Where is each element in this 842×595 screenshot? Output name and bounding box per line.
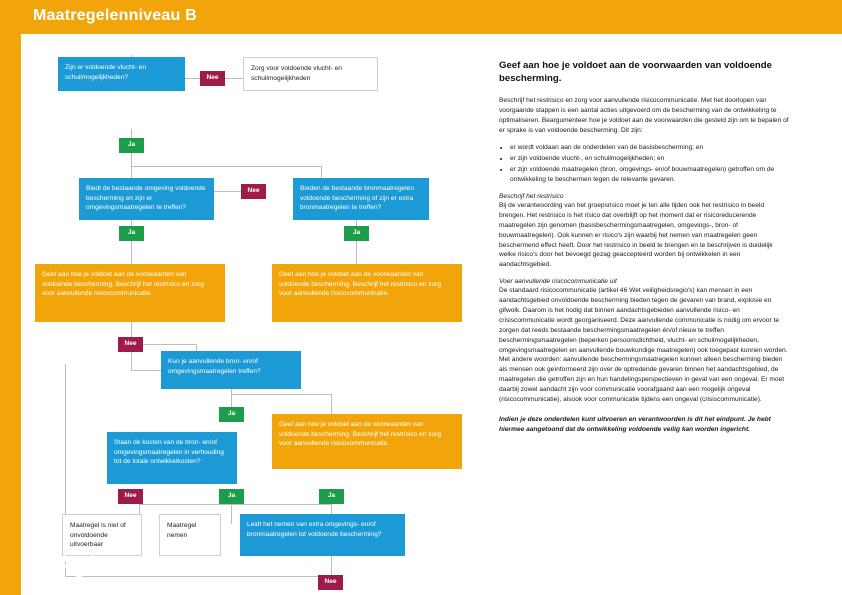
connector [65, 576, 331, 577]
connector [139, 344, 196, 345]
node-leidt-tot-voldoende-bescherming[interactable] [240, 514, 405, 556]
panel-heading: Geef aan hoe je voldoet aan de voorwaarden van voldoende bescherming. [499, 60, 772, 84]
list-item: • er zijn voldoende maatregelen (bron, omgevings- en/of bouwmaatregelen) getroffen om de ontwikkeling te beschermen tegen de relevante gevaren. [510, 165, 790, 185]
panel-intro: Beschrijf het restrisico en zorg voor aanvullende risicocommunicatie. Met het doorlopen van voorgaande stappen is een aantal acties uitgevoerd om de bescherming van de ontwikkeling te optimaliseren. Beargumenteer hoe je voldoet aan de voorwaarden die gesteld zijn om te bepalen of er sprake is van voldoende bescherming. Dit zijn: [499, 96, 789, 134]
edge-label-nee-3: Nee [118, 337, 143, 352]
header-bar [0, 0, 842, 34]
connector [331, 554, 332, 576]
node-label: Geef aan hoe je voldoet aan de voorwaarden van voldoende bescherming. Beschrijf het restrisico en zorg voor aanvullende risicocommunicatie. [279, 421, 441, 448]
edge-label-ja-5: Ja [219, 489, 244, 504]
node-label: Leidt het nemen van extra omgevings- en/of bronmaatregelen tot voldoende bescherming? [247, 521, 382, 538]
info-panel [477, 46, 808, 555]
node-bestaande-bronmaatregelen[interactable] [293, 178, 429, 220]
connector [231, 504, 331, 505]
connector [321, 166, 322, 178]
left-rail [0, 34, 21, 595]
node-vlucht-schuilmogelijkheden[interactable] [58, 57, 185, 91]
node-kosten-verhouding[interactable] [107, 432, 237, 484]
node-label: Maatregel is niet of onvoldoende uitvoerbaar [70, 522, 126, 549]
node-outcome-1[interactable] [35, 264, 225, 322]
edge-label-nee-4: Nee [118, 489, 143, 504]
connector [131, 166, 132, 178]
panel-section2-body: De standaard risicocommunicatie (artikel 46 Wet veiligheidsregio's) kan mensen in een aandachtsgebied onvoldoende bescherming bieden tegen de gevaren van brand, explosie en gifwolk. Daarom is het nodig dat binnen aandachtsgebieden aanvullende risico- en crisiscommunicatie wordt georganiseerd. Deze aanvullende communicatie is nodig om ervoor te zorgen dat reeds bestaande beschermingsmaatregelen én/of nieuw te treffen beschermingsmaatregelen (beperken persoonsdichtheid, vlucht- en schuilmogelijkheden, omgevingsmaatregelen en aanvullende bouwkundige maatregelen) ook toegepast kunnen worden. Met andere woorden: aanvullende beschermingsmaatregelen kunnen alleen bescherming bieden als mensen ook geïnformeerd zijn over de optredende gevaren binnen het aandachtsgebied, de maatregelen die getroffen zijn en hun handelingsperspectieven in geval van een ongeval. Er moet daarbij zowel aandacht zijn voor communicatie voorafgaand aan een mogelijk ongeval (risicocommunicatie), alsook voor communicatie tijdens een ongeval (crisiscommunicatie). [499, 287, 788, 404]
edge-label-nee-5: Nee [318, 575, 343, 590]
connector [139, 504, 231, 505]
connector [131, 166, 321, 167]
node-outcome-2[interactable] [272, 264, 462, 322]
node-label: Maatregel nemen [167, 522, 197, 539]
node-label: Geef aan hoe je voldoet aan de voorwaarden van voldoende bescherming. Beschrijf het restrisico en zorg voor aanvullende risicocommunicatie. [42, 271, 204, 298]
panel-section2-title: Voer aanvullende risicocommunicatie uit [499, 278, 617, 286]
edge-label-ja-1: Ja [119, 138, 144, 153]
node-zorg-voor-vlucht-schuil[interactable] [243, 57, 378, 91]
node-aanvullende-maatregelen[interactable] [161, 351, 301, 389]
edge-label-ja-2: Ja [119, 226, 144, 241]
list-item: • er wordt voldaan aan de onderdelen van de basisbescherming; en [510, 143, 790, 153]
edge-label-nee-1: Nee [200, 71, 225, 86]
node-bestaande-omgeving[interactable] [79, 178, 214, 220]
connector [331, 394, 332, 414]
edge-label-ja-6: Ja [319, 489, 344, 504]
panel-section1-title: Beschrijf het restrisico [499, 193, 564, 200]
edge-label-ja-4: Ja [219, 407, 244, 422]
node-label: Bieden de bestaande bronmaatregelen voldoende bescherming of zijn er extra bronmaatregelen te treffen? [300, 185, 415, 212]
scroll-down-chevrons-icon[interactable] [62, 553, 96, 579]
node-label: Staan de kosten van de bron- en/of omgevingsmaatregelen in verhouding tot de totale ontwikkelkosten? [114, 439, 224, 466]
node-label: Zorg voor voldoende vlucht- en schuilmogelijkheden [251, 65, 342, 82]
page-title: Maatregelenniveau B [33, 7, 197, 24]
connector [231, 394, 331, 395]
node-outcome-3[interactable] [272, 414, 462, 469]
panel-bullets [499, 143, 790, 185]
node-label: Geef aan hoe je voldoet aan de voorwaarden van voldoende bescherming. Beschrijf het restrisico en zorg voor aanvullende risicocommunicatie. [279, 271, 441, 298]
node-maatregel-nemen[interactable] [159, 514, 221, 556]
node-label: Biedt de bestaande omgeving voldoende bescherming en zijn er omgevingsmaatregelen te treffen? [86, 185, 206, 212]
edge-label-nee-2: Nee [241, 184, 266, 199]
node-label: Kun je aanvullende bron- en/of omgevingsmaatregelen treffen? [168, 358, 261, 375]
node-maatregel-niet-uitvoerbaar[interactable] [62, 514, 142, 556]
list-item: • er zijn voldoende vlucht-, en schuilmogelijkheden; en [510, 154, 790, 164]
edge-label-ja-3: Ja [344, 226, 369, 241]
panel-closing: Indien je deze onderdelen kunt uitvoeren en verantwoorden is dit het eindpunt. Je hebt hiermee aangetoond dat de ontwikkeling voldoende veilig kan worden ingericht. [499, 415, 771, 433]
panel-section1-body: Bij de verantwoording van het groepsrisico moet je ten alle tijden ook het restrisico in beeld brengen. Het restrisico is het risico dat overblijft op het moment dat er risicoreducerende maatregelen zijn genomen (basisbeschermingsmaatregelen, omgevings-, bron- of bouwmaatregelen). Ook kunnen er risico's zijn waarbij het nemen van maatregelen geen beschermend effect heeft. Door het restrisico in beeld te brengen en te beschrijven is duidelijk welke risico's door het bevoegd gezag geaccepteerd worden bij ontwikkelen in een aandachtsgebied. [499, 202, 773, 269]
node-label: Zijn er voldoende vlucht- en schuilmogelijkheden? [65, 64, 147, 81]
